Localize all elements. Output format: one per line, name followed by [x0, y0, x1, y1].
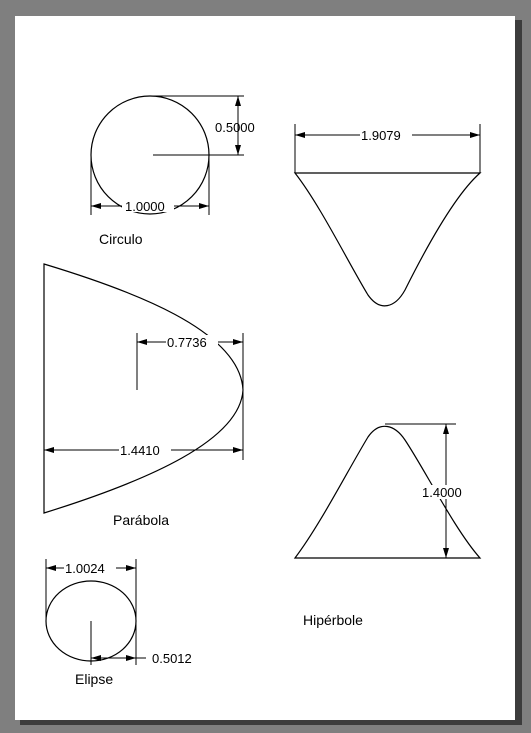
ellipse-semi-label: 0.5012 — [152, 651, 192, 666]
parabola-focus-label: 0.7736 — [167, 335, 207, 350]
ellipse-title: Elipse — [75, 671, 114, 687]
circle-title: Circulo — [99, 231, 143, 247]
parabola-title: Parábola — [113, 512, 170, 528]
circle-radius-label: 0.5000 — [215, 120, 255, 135]
hyperbola-height-label: 1.4000 — [422, 485, 462, 500]
circle-diameter-label: 1.0000 — [125, 199, 165, 214]
hyperbola-title: Hipérbole — [303, 612, 363, 628]
parabola-depth-label: 1.4410 — [120, 443, 160, 458]
hyperbola-width-label: 1.9079 — [361, 128, 401, 143]
ellipse-width-label: 1.0024 — [65, 561, 105, 576]
